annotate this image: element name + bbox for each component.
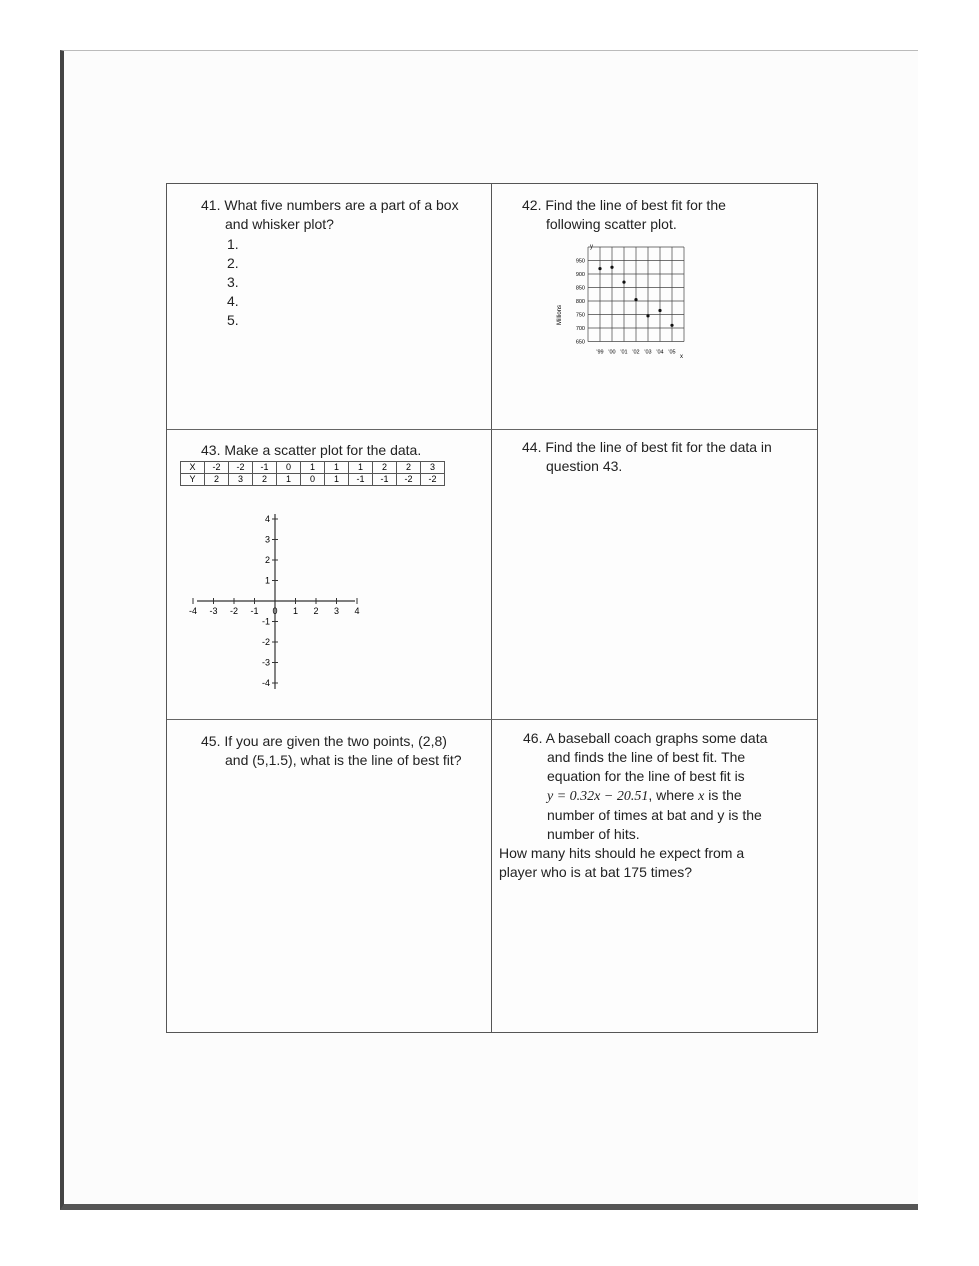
q43-y-cell: 2 — [205, 474, 229, 486]
q41-item: 5. — [227, 312, 239, 328]
q42-x-tick-label: '05 — [668, 349, 676, 356]
q41-item: 3. — [227, 274, 239, 290]
q45-title: 45. If you are given the two points, (2,8) — [201, 733, 447, 749]
q46-question-cont: player who is at bat 175 times? — [499, 864, 692, 880]
q43-x-tick-label: -4 — [188, 606, 198, 616]
q43-x-header: X — [181, 462, 205, 474]
q46-equation: y = 0.32x − 20.51 — [547, 789, 649, 804]
q42-x-tick-label: '00 — [608, 349, 616, 356]
q41-title: 41. What five numbers are a part of a box — [201, 197, 459, 213]
q43-y-cell: -2 — [421, 474, 445, 486]
question-44 — [522, 438, 812, 476]
q43-x-tick-label: -1 — [250, 606, 259, 616]
q43-x-cell: -2 — [205, 462, 229, 474]
q43-y-cell: 0 — [301, 474, 325, 486]
q43-y-cell: 1 — [277, 474, 301, 486]
q43-data-table — [180, 461, 445, 486]
q43-y-tick-label: -2 — [261, 637, 270, 647]
q43-x-tick-label: 3 — [333, 606, 340, 616]
q46-line: and finds the line of best fit. The — [547, 749, 746, 765]
q41-item: 2. — [227, 255, 239, 271]
q43-y-cell: -1 — [349, 474, 373, 486]
q42-y-tick-label: 700 — [575, 326, 585, 332]
q42-data-point — [658, 309, 661, 312]
q43-blank-axes — [187, 509, 367, 694]
q41-item: 1. — [227, 236, 239, 252]
q42-y-tick-label: 750 — [575, 312, 585, 319]
question-43 — [201, 441, 486, 460]
grid-divider-row1 — [167, 429, 817, 430]
q43-x-tick-label: 4 — [354, 606, 360, 616]
q46-line: 46. A baseball coach graphs some data — [523, 730, 768, 746]
q42-y-tick-label: 850 — [575, 285, 585, 292]
q42-y-tick-label: 800 — [575, 299, 585, 305]
grid-divider-row2 — [167, 719, 817, 720]
q43-x-tick-label: 2 — [313, 606, 319, 616]
q43-x-tick-label: 0 — [272, 606, 278, 616]
q42-y-tick-label: 900 — [575, 272, 585, 278]
q42-y-tick-label: 950 — [575, 258, 585, 265]
q42-data-point — [610, 266, 613, 269]
q42-y-tick-label: 650 — [575, 339, 585, 346]
q43-y-tick-label: -4 — [261, 678, 270, 688]
q45-title-cont: and (5,1.5), what is the line of best fit? — [225, 752, 462, 768]
q43-x-cell: 2 — [397, 462, 421, 474]
q41-item: 4. — [227, 293, 239, 309]
question-42 — [522, 196, 812, 234]
q44-title: 44. Find the line of best fit for the data in — [522, 439, 772, 455]
q43-y-tick-label: 3 — [264, 534, 270, 545]
q43-y-tick-label: -1 — [261, 616, 270, 627]
q43-x-row — [181, 462, 445, 474]
q42-x-tick-label: '03 — [644, 349, 652, 356]
q46-text: , where — [648, 787, 699, 803]
q46-question: How many hits should he expect from a — [499, 845, 745, 861]
q43-x-tick-label: 1 — [292, 606, 299, 616]
q43-y-cell: -2 — [397, 474, 421, 486]
q43-y-header: Y — [181, 474, 205, 486]
q43-x-cell: 1 — [301, 462, 325, 474]
q43-y-cell: -1 — [373, 474, 397, 486]
q43-x-cell: -1 — [253, 462, 277, 474]
q41-answer-list — [201, 235, 486, 330]
q43-title: 43. Make a scatter plot for the data. — [201, 442, 422, 458]
q43-y-tick-label: 1 — [264, 575, 270, 586]
question-46 — [499, 729, 814, 882]
question-grid — [166, 183, 818, 1033]
q46-line: number of times at bat and y is the — [547, 807, 762, 823]
grid-divider-vertical — [491, 184, 492, 1032]
q41-title-cont: and whisker plot? — [225, 216, 334, 232]
q42-data-point — [670, 324, 673, 327]
q42-x-tick-label: '02 — [632, 349, 640, 356]
q42-title: 42. Find the line of best fit for the — [522, 197, 726, 213]
q42-title-cont: following scatter plot. — [546, 216, 677, 232]
q42-x-tick-label: '01 — [620, 349, 628, 356]
q44-title-cont: question 43. — [546, 458, 623, 474]
q42-scatter-chart — [552, 239, 692, 369]
q43-y-tick-label: -3 — [261, 657, 270, 668]
q43-x-tick-label: -2 — [229, 606, 239, 616]
q42-ylabel: Millions — [557, 304, 563, 326]
q42-data-point — [598, 267, 601, 270]
q43-y-row — [181, 474, 445, 486]
q46-line: number of hits. — [547, 826, 640, 842]
q46-xvar: x — [698, 789, 705, 804]
q43-y-tick-label: 2 — [264, 555, 270, 565]
q42-data-point — [646, 314, 649, 317]
q43-x-cell: 3 — [421, 462, 445, 474]
q46-line: equation for the line of best fit is — [547, 768, 745, 784]
q43-y-cell: 2 — [253, 474, 277, 486]
question-45 — [201, 732, 491, 770]
q43-x-cell: -2 — [229, 462, 253, 474]
q42-x-axis-symbol: x — [680, 354, 683, 360]
q42-x-tick-label: '99 — [596, 349, 604, 356]
q46-text: is the — [704, 787, 742, 803]
q42-y-axis-symbol: y — [590, 244, 593, 250]
q42-data-point — [634, 298, 637, 301]
q43-x-tick-label: -3 — [209, 606, 218, 616]
q43-x-cell: 1 — [349, 462, 373, 474]
q43-x-cell: 1 — [325, 462, 349, 474]
q43-x-cell: 2 — [373, 462, 397, 474]
q43-y-cell: 3 — [229, 474, 253, 486]
q42-data-point — [622, 281, 625, 284]
q43-y-cell: 1 — [325, 474, 349, 486]
q43-x-cell: 0 — [277, 462, 301, 474]
q43-y-tick-label: 4 — [264, 514, 270, 524]
q46-equation-line — [499, 786, 814, 806]
q42-x-tick-label: '04 — [656, 349, 664, 356]
question-41 — [201, 196, 486, 330]
